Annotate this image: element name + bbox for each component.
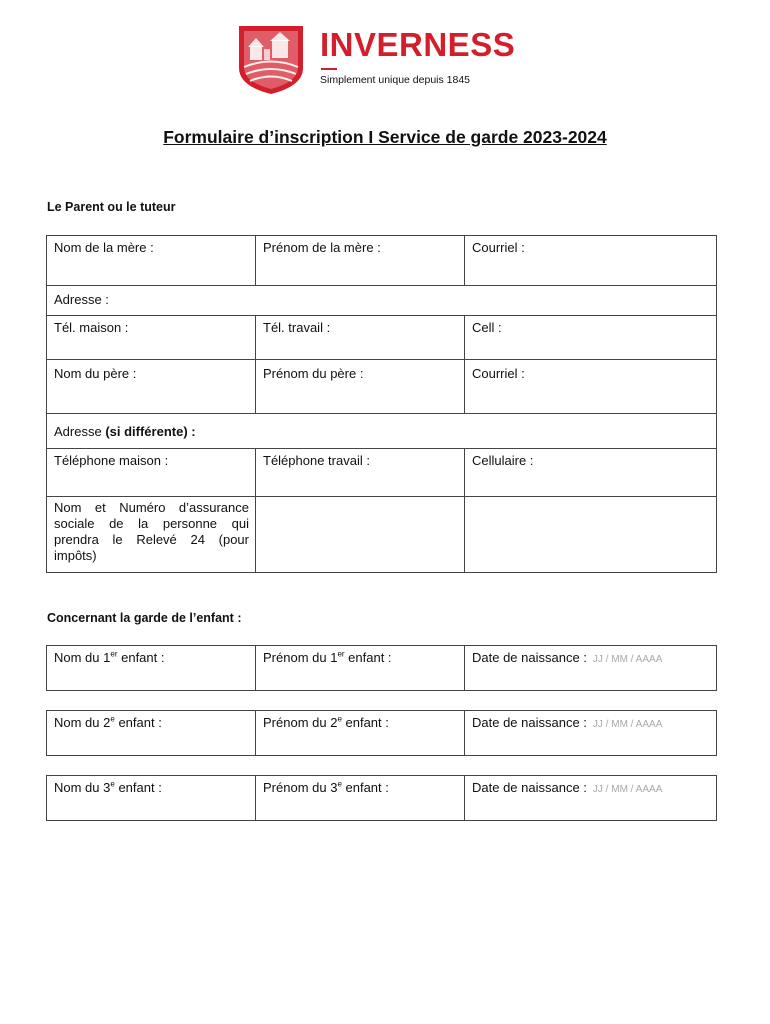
child-1-firstname-field[interactable]	[256, 646, 465, 691]
child-1-table	[46, 645, 717, 691]
dob-placeholder: JJ / MM / AAAA	[592, 654, 663, 665]
child-1-dob-label: Date de naissance :	[472, 650, 587, 665]
ordinal-suffix: e	[337, 714, 342, 724]
child-3-name-label: Nom du 3	[54, 780, 111, 795]
child-3-firstname-field[interactable]	[256, 776, 465, 821]
sin-name-field[interactable]	[256, 497, 465, 573]
email-label-1: Courriel :	[472, 240, 525, 255]
home-phone-label: Tél. maison :	[54, 320, 129, 335]
child-3-name-label-end: enfant :	[114, 780, 162, 795]
email-field-2[interactable]	[465, 360, 717, 414]
address-label: Adresse :	[54, 292, 109, 307]
sin-label-cell	[47, 497, 256, 573]
dob-placeholder: JJ / MM / AAAA	[592, 719, 663, 730]
home-phone-2-label: Téléphone maison :	[54, 453, 169, 468]
children-section-heading: Concernant la garde de l’enfant :	[47, 611, 242, 625]
address-2-label: Adresse	[54, 424, 106, 439]
ordinal-suffix: e	[337, 779, 342, 789]
child-2-table	[46, 710, 717, 756]
child-1-firstname-label-end: enfant :	[344, 650, 392, 665]
father-name-field[interactable]	[47, 360, 256, 414]
dob-placeholder: JJ / MM / AAAA	[592, 784, 663, 795]
child-1-name-label: Nom du 1	[54, 650, 111, 665]
parent-info-table	[46, 235, 717, 573]
child-3-firstname-label: Prénom du 3	[263, 780, 338, 795]
sin-number-field[interactable]	[465, 497, 717, 573]
mother-firstname-field[interactable]	[256, 236, 465, 286]
father-name-label: Nom du père :	[54, 366, 137, 381]
father-firstname-field[interactable]	[256, 360, 465, 414]
ordinal-suffix: e	[110, 779, 115, 789]
ordinal-suffix: e	[110, 714, 115, 724]
municipal-shield-icon	[236, 22, 306, 96]
address-2-note: (si différente) :	[105, 424, 196, 439]
inverness-logo	[236, 22, 536, 96]
page-title: Formulaire d’inscription I Service de garde 2023-2024	[163, 127, 607, 147]
address-field[interactable]	[47, 286, 717, 316]
ordinal-suffix: er	[337, 649, 345, 659]
child-1-dob-field[interactable]	[465, 646, 717, 691]
brand-name: INVERNESS	[320, 26, 516, 63]
cellular-label: Cellulaire :	[472, 453, 534, 468]
work-phone-label: Tél. travail :	[263, 320, 331, 335]
email-field-1[interactable]	[465, 236, 717, 286]
child-2-firstname-label-end: enfant :	[341, 715, 389, 730]
child-3-firstname-label-end: enfant :	[341, 780, 389, 795]
child-2-dob-field[interactable]	[465, 711, 717, 756]
child-2-firstname-label: Prénom du 2	[263, 715, 338, 730]
work-phone-field[interactable]	[256, 316, 465, 360]
child-3-dob-label: Date de naissance :	[472, 780, 587, 795]
father-firstname-label: Prénom du père :	[263, 366, 364, 381]
work-phone-2-field[interactable]	[256, 449, 465, 497]
cell-field[interactable]	[465, 316, 717, 360]
child-1-name-label-end: enfant :	[117, 650, 165, 665]
ordinal-suffix: er	[110, 649, 118, 659]
address-2-field[interactable]	[47, 414, 717, 449]
home-phone-field[interactable]	[47, 316, 256, 360]
child-2-name-label: Nom du 2	[54, 715, 111, 730]
parent-section-heading: Le Parent ou le tuteur	[47, 200, 176, 214]
cellular-field[interactable]	[465, 449, 717, 497]
sin-label: Nom et Numéro d’assurance sociale de la personne qui prendra le Relevé 24 (pour impôts)	[54, 500, 249, 563]
mother-firstname-label: Prénom de la mère :	[263, 240, 381, 255]
child-2-dob-label: Date de naissance :	[472, 715, 587, 730]
mother-name-label: Nom de la mère :	[54, 240, 154, 255]
child-2-name-label-end: enfant :	[114, 715, 162, 730]
child-1-firstname-label: Prénom du 1	[263, 650, 338, 665]
child-3-name-field[interactable]	[47, 776, 256, 821]
email-label-2: Courriel :	[472, 366, 525, 381]
brand-tagline: Simplement unique depuis 1845	[320, 74, 471, 86]
child-3-dob-field[interactable]	[465, 776, 717, 821]
cell-label: Cell :	[472, 320, 502, 335]
child-2-name-field[interactable]	[47, 711, 256, 756]
brand-accent-rule	[321, 68, 337, 70]
work-phone-2-label: Téléphone travail :	[263, 453, 370, 468]
child-1-name-field[interactable]	[47, 646, 256, 691]
child-2-firstname-field[interactable]	[256, 711, 465, 756]
home-phone-2-field[interactable]	[47, 449, 256, 497]
mother-name-field[interactable]	[47, 236, 256, 286]
child-3-table	[46, 775, 717, 821]
